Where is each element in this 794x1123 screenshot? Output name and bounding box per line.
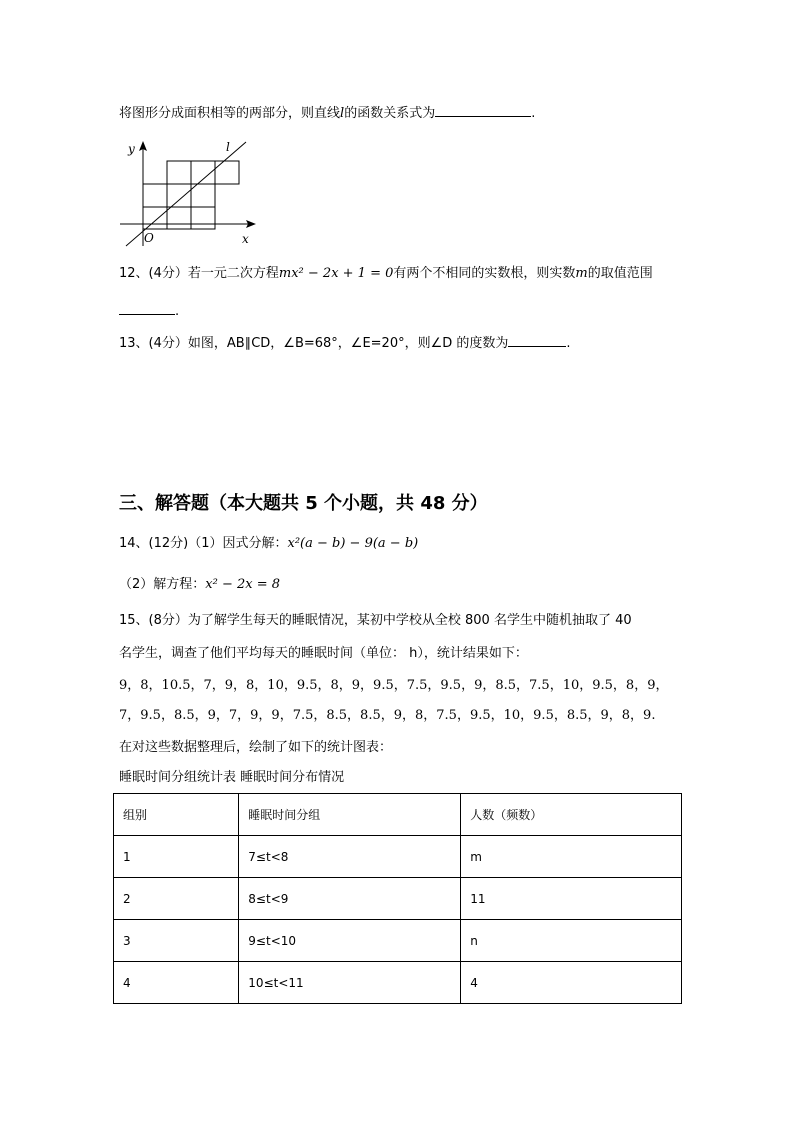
q15-line1: 15、(8分）为了解学生每天的睡眠情况，某初中学校从全校 800 名学生中随机抽取了 40	[119, 613, 632, 628]
table-header-cell: 人数（频数）	[461, 794, 682, 836]
q11-end: .	[531, 106, 536, 121]
q11-text	[119, 104, 535, 122]
q12-middle: 有两个不相同的实数根，则实数	[393, 266, 576, 281]
q13-text	[119, 334, 571, 352]
table-header-row	[114, 794, 682, 836]
table-header-cell: 组别	[114, 794, 239, 836]
grid-square	[143, 184, 167, 207]
table-cell: 4	[114, 962, 239, 1004]
q13-answer-blank[interactable]	[508, 334, 566, 347]
grid-square	[143, 207, 167, 229]
grid-square	[167, 207, 191, 229]
origin-label: O	[144, 231, 154, 245]
q12-answer-blank[interactable]	[119, 302, 175, 315]
q15-line3: 在对这些数据整理后，绘制了如下的统计图表：	[119, 740, 393, 755]
q14-part1	[119, 536, 418, 552]
q14-part2-label: （2）解方程：	[119, 577, 206, 592]
table-cell: 10≤t<11	[239, 962, 461, 1004]
table-cell: m	[461, 836, 682, 878]
q12-equation: mx² − 2x + 1 = 0	[278, 266, 394, 281]
y-axis-label: y	[128, 142, 135, 156]
table-cell: n	[461, 920, 682, 962]
table-cell: 1	[114, 836, 239, 878]
table-cell: 8≤t<9	[239, 878, 461, 920]
q11-text-part1: 将图形分成面积相等的两部分，则直线	[119, 106, 341, 121]
q12-answer-line	[119, 302, 179, 320]
grid-square	[191, 207, 215, 229]
grid-square	[167, 184, 191, 207]
grid-square	[191, 184, 215, 207]
table-cell: 11	[461, 878, 682, 920]
grid-square	[215, 161, 239, 184]
section-3-title: 三、解答题（本大题共 5 个小题，共 48 分）	[119, 493, 488, 514]
table-cell: 9≤t<10	[239, 920, 461, 962]
table-cell: 2	[114, 878, 239, 920]
q12-suffix: 的取值范围	[587, 266, 653, 281]
table-row	[114, 920, 682, 962]
q15-data-line1: 9，8，10.5，7，9，8，10，9.5，8，9，9.5，7.5，9.5，9，8.5，7.5，10，9.5，8，9，	[119, 678, 669, 693]
table-row	[114, 878, 682, 920]
table-row	[114, 962, 682, 1004]
q11-figure	[118, 136, 263, 248]
q14-part2-expr: x² − 2x = 8	[205, 577, 281, 592]
q12-var-m: m	[575, 266, 588, 281]
table-header-cell: 睡眠时间分组	[239, 794, 461, 836]
grid-square	[167, 161, 191, 184]
q12-text	[119, 266, 653, 282]
q11-answer-blank[interactable]	[435, 104, 531, 117]
sleep-time-table	[113, 793, 682, 1004]
q11-text-part2: 的函数关系式为	[344, 106, 436, 121]
table-cell: 4	[461, 962, 682, 1004]
table-row	[114, 836, 682, 878]
q14-part1-expr: x²(a − b) − 9(a − b)	[287, 536, 419, 551]
q11-var-l: l	[340, 106, 345, 121]
q15-table-caption: 睡眠时间分组统计表 睡眠时间分布情况	[119, 770, 345, 785]
q12-prefix: 12、(4分）若一元二次方程	[119, 266, 279, 281]
table-cell: 7≤t<8	[239, 836, 461, 878]
q13-body: 13、(4分）如图，AB∥CD，∠B=68°，∠E=20°，则∠D 的度数为	[119, 336, 509, 351]
q13-end: .	[566, 336, 571, 351]
q15-data-line2: 7，9.5，8.5，9，7，9，9，7.5，8.5，8.5，9，8，7.5，9.5，10，9.5，8.5，9，8，9.	[119, 708, 656, 723]
q14-part1-label: 14、(12分)（1）因式分解：	[119, 536, 288, 551]
q12-end: .	[175, 304, 180, 319]
table-cell: 3	[114, 920, 239, 962]
line-l-label: l	[226, 140, 230, 154]
x-axis-label: x	[242, 232, 249, 246]
q15-line2: 名学生，调查了他们平均每天的睡眠时间（单位： h），统计结果如下：	[119, 646, 528, 661]
q14-part2	[119, 577, 280, 593]
